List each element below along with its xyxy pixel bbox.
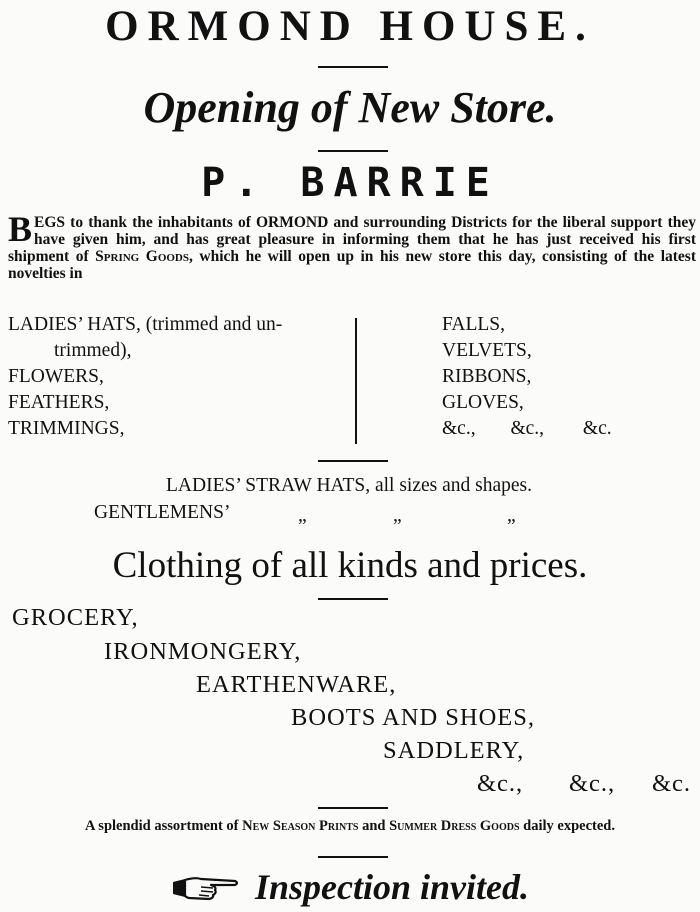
- list-item: trimmed),: [54, 340, 132, 361]
- list-item: GLOVES,: [442, 392, 524, 413]
- etc-text: &c.,: [477, 770, 524, 797]
- goods-item: SADDLERY,: [383, 737, 525, 764]
- goods-item: IRONMONGERY,: [104, 638, 302, 665]
- list-item: VELVETS,: [442, 340, 532, 361]
- goods-item: BOOTS AND SHOES,: [291, 704, 536, 731]
- footer-text: and: [362, 818, 386, 834]
- ditto-mark: „: [507, 505, 516, 526]
- etc-text: &c.: [582, 418, 612, 439]
- goods-item: GROCERY,: [12, 604, 139, 631]
- ditto-mark: „: [298, 505, 307, 526]
- clothing-headline: Clothing of all kinds and prices.: [112, 545, 588, 586]
- inspection-invited-text: Inspection invited.: [254, 867, 529, 907]
- new-season-prints-text: New Season Prints: [242, 818, 359, 834]
- intro-text-2: , which he will open up in his new store this day, consisting of the latest novelties in: [8, 248, 696, 282]
- right-goods-list: [442, 312, 612, 442]
- proprietor-name: P. BARRIE: [201, 160, 499, 206]
- divider: [318, 66, 388, 68]
- list-item: LADIES’ HATS, (trimmed and un-: [8, 314, 283, 335]
- divider: [318, 150, 388, 152]
- summer-dress-goods-text: Summer Dress Goods: [389, 818, 520, 834]
- inspection-line: [0, 866, 700, 912]
- list-item: RIBBONS,: [442, 366, 532, 387]
- ladies-straw-hats: LADIES’ STRAW HATS, all sizes and shapes.: [166, 475, 533, 496]
- etc-text: &c.,: [510, 418, 545, 439]
- divider: [318, 598, 388, 600]
- footer-text: A splendid assortment of: [85, 818, 239, 834]
- splendid-assortment-line: [0, 818, 700, 835]
- etc-text: &c.,: [569, 770, 616, 797]
- intro-paragraph: [8, 209, 696, 282]
- list-item: TRIMMINGS,: [8, 418, 125, 439]
- gentlemens-straw-hats: [94, 499, 230, 526]
- divider: [318, 807, 388, 809]
- spring-goods-text: Spring Goods: [95, 248, 189, 265]
- pointing-hand-icon: [171, 870, 241, 912]
- drop-cap: B: [8, 209, 33, 249]
- footer-text: daily expected.: [523, 818, 615, 834]
- column-divider: [355, 318, 357, 444]
- etc-row: [442, 416, 612, 442]
- list-item: FLOWERS,: [8, 366, 104, 387]
- list-item: FALLS,: [442, 314, 506, 335]
- divider: [318, 856, 388, 858]
- goods-item: EARTHENWARE,: [196, 671, 397, 698]
- left-goods-list: [8, 312, 282, 442]
- ditto-mark: „: [393, 505, 402, 526]
- gentlemens-label: GENTLEMENS’: [94, 502, 231, 523]
- page-title: ORMOND HOUSE.: [105, 3, 595, 50]
- etc-text: &c.: [652, 770, 692, 797]
- divider: [318, 460, 388, 462]
- opening-headline: Opening of New Store.: [143, 83, 557, 132]
- intro-text-1: EGS to thank the inhabitants of ORMOND and surrounding Districts for the liberal support they have given him, and has great pleasure in informing them that he has just received his first shipment of: [8, 214, 696, 265]
- etc-text: &c.,: [442, 418, 476, 439]
- list-item: FEATHERS,: [8, 392, 110, 413]
